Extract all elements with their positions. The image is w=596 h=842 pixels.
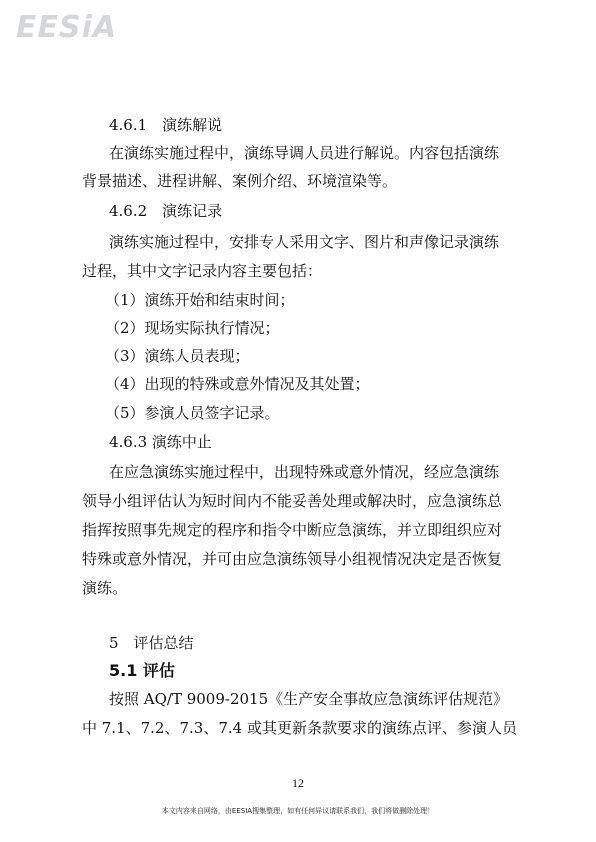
list-item: （2）现场实际执行情况； (105, 319, 280, 337)
paragraph-line: 演练。 (82, 579, 128, 597)
paragraph-line: 演练实施过程中，安排专人采用文字、图片和声像记录演练 (109, 233, 500, 251)
section-5-heading: 5 评估总结 (109, 634, 194, 652)
paragraph-line: 在应急演练实施过程中，出现特殊或意外情况，经应急演练 (109, 463, 500, 481)
paragraph-line: 按照 AQ/T 9009-2015《生产安全事故应急演练评估规范》 (109, 690, 509, 708)
section-4-6-1-heading: 4.6.1 演练解说 (109, 116, 223, 134)
section-4-6-3-heading: 4.6.3 演练中止 (109, 433, 212, 451)
paragraph-line: 在演练实施过程中，演练导调人员进行解说。内容包括演练 (109, 144, 500, 162)
list-item: （4）出现的特殊或意外情况及其处置； (105, 375, 370, 393)
paragraph-line: 背景描述、进程讲解、案例介绍、环境渲染等。 (82, 172, 398, 190)
footer-disclaimer: 本文内容来自网络，由EESIA搜集整理，如有任何异议请联系我们，我们将做删除处理！ (161, 807, 435, 815)
eesia-logo: EESiA (16, 10, 118, 45)
page-number: 12 (292, 776, 304, 790)
paragraph-line: 领导小组评估认为短时间内不能妥善处理或解决时，应急演练总 (82, 492, 503, 510)
section-4-6-2-heading: 4.6.2 演练记录 (109, 202, 223, 220)
list-item: （5）参演人员签字记录。 (105, 404, 280, 422)
list-item: （1）演练开始和结束时间； (105, 291, 295, 309)
paragraph-line: 中 7.1、7.2、7.3、7.4 或其更新条款要求的演练点评、参演人员 (82, 719, 517, 737)
list-item: （3）演练人员表现； (105, 347, 250, 365)
paragraph-line: 过程，其中文字记录内容主要包括： (82, 262, 323, 280)
section-5-1-heading: 5.1 评估 (109, 661, 175, 680)
paragraph-line: 特殊或意外情况，并可由应急演练领导小组视情况决定是否恢复 (82, 550, 503, 568)
paragraph-line: 指挥按照事先规定的程序和指令中断应急演练，并立即组织应对 (82, 521, 503, 539)
